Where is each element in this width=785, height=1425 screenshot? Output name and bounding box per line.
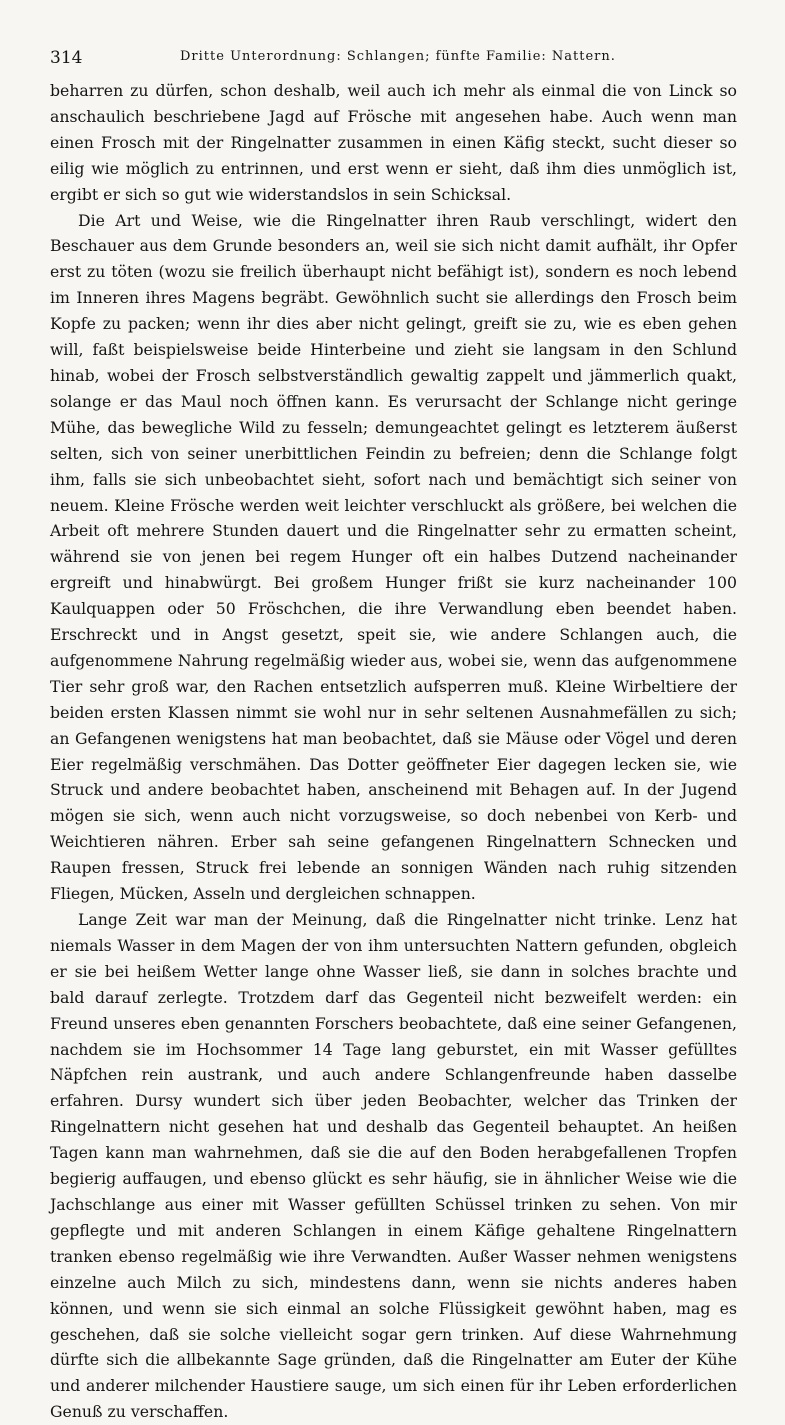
paragraph-drinking: Lange Zeit war man der Meinung, daß die Ringelnatter nicht trinke. Lenz hat niemals Wasser in dem Magen der von ihm untersuchten Nattern gefunden, obgleich er sie bei heißem Wetter lange ohne Wasser ließ, sie dann in solches brachte und bald darauf zerlegte. Trotzdem darf das Gegenteil nicht bezweifelt werden: ein Freund unseres eben genannten Forschers beobachtete, daß eine seiner Gefangenen, nachdem sie im Hochsommer 14 Tage lang geburstet, ein mit Wasser gefülltes Näpfchen rein austrank, und auch andere Schlangenfreunde haben dasselbe erfahren. Dursy wundert sich über jeden Beobachter, welcher das Trinken der Ringelnattern nicht gesehen hat und deshalb das Gegenteil behauptet. An heißen Tagen kann man wahrnehmen, daß sie die auf den Boden herabgefallenen Tropfen begierig auffaugen, und ebenso glückt es sehr häufig, sie in ähnlicher Weise wie die Jachschlange aus einer mit Wasser gefüllten Schüssel trinken zu sehen. Von mir gepflegte und mit anderen Schlangen in einem Käfige gehaltene Ringelnattern tranken ebenso regelmäßig wie ihre Verwandten. Außer Wasser nehmen wenigstens einzelne auch Milch zu sich, mindestens dann, wenn sie nichts anderes haben können, und wenn sie sich einmal an solche Flüssigkeit gewöhnt haben, mag es geschehen, daß sie solche vielleicht sogar gern trinken. Auf diese Wahrnehmung dürfte sich die allbekannte Sage gründen, daß die Ringelnatter am Euter der Kühe und anderer milchender Haustiere sauge, um sich einen für ihr Leben erforderlichen Genuß zu verschaffen. [50,910,737,1422]
paragraph-continuation: beharren zu dürfen, schon deshalb, weil auch ich mehr als einmal die von Linck so anschaulich beschriebene Jagd auf Frösche mit angesehen habe. Auch wenn man einen Frosch mit der Ringelnatter zusammen in einen Käfig steckt, sucht dieser so eilig wie möglich zu entrinnen, und erst wenn er sieht, daß ihm dies unmöglich ist, ergibt er sich so gut wie widerstandslos in sein Schicksal. [50,81,737,204]
paragraph-feeding: Die Art und Weise, wie die Ringelnatter ihren Raub verschlingt, widert den Beschauer aus dem Grunde besonders an, weil sie sich nicht damit aufhält, ihr Opfer erst zu töten (wozu sie freilich überhaupt nicht befähigt ist), sondern es noch lebend im Inneren ihres Magens begräbt. Gewöhnlich sucht sie allerdings den Frosch beim Kopfe zu packen; wenn ihr dies aber nicht gelingt, greift sie zu, wie es eben gehen will, faßt beispielsweise beide Hinterbeine und zieht sie langsam in den Schlund hinab, wobei der Frosch selbstverständlich gewaltig zappelt und jämmerlich quakt, solange er das Maul noch öffnen kann. Es verursacht der Schlange nicht geringe Mühe, das bewegliche Wild zu fesseln; demungeachtet gelingt es letzterem äußerst selten, sich von seiner unerbittlichen Feindin zu befreien; denn die Schlange folgt ihm, falls sie sich unbeobachtet sieht, sofort nach und bemächtigt sich seiner von neuem. Kleine Frösche werden weit leichter verschluckt als größere, bei welchen die Arbeit oft mehrere Stunden dauert und die Ringelnatter sehr zu ermatten scheint, während sie von jenen bei regem Hunger oft ein halbes Dutzend nacheinander ergreift und hinabwürgt. Bei großem Hunger frißt sie kurz nacheinander 100 Kaulquappen oder 50 Fröschchen, die ihre Verwandlung eben beendet haben. Erschreckt und in Angst gesetzt, speit sie, wie andere Schlangen auch, die aufgenommene Nahrung regelmäßig wieder aus, wobei sie, wenn das aufgenommene Tier sehr groß war, den Rachen entsetzlich aufsperren muß. Kleine Wirbeltiere der beiden ersten Klassen nimmt sie wohl nur in sehr seltenen Ausnahmefällen zu sich; an Gefangenen wenigstens hat man beobachtet, daß sie Mäuse oder Vögel und deren Eier regelmäßig verschmähen. Das Dotter geöffneter Eier dagegen lecken sie, wie Struck und andere beobachtet haben, anscheinend mit Behagen auf. In der Jugend mögen sie sich, wenn auch nicht vorzugsweise, so doch nebenbei von Kerb- und Weichtieren nähren. Erber sah seine gefangenen Ringelnattern Schnecken und Raupen fressen, Struck frei lebende an sonnigen Wänden nach ruhig sitzenden Fliegen, Mücken, Asseln und dergleichen schnappen. [50,210,737,904]
body-text [50,78,737,1425]
page-number: 314 [50,48,83,68]
page-header [50,44,737,70]
running-head: Dritte Unterordnung: Schlangen; fünfte Familie: Nattern. [180,49,616,64]
